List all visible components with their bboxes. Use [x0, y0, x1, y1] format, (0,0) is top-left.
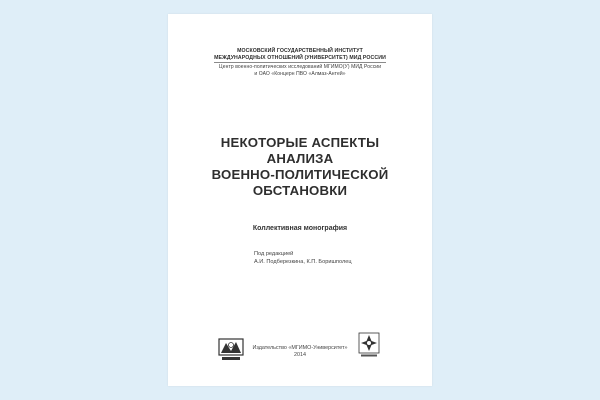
book-cover-page: [168, 14, 432, 386]
publication-year: 2014: [294, 352, 306, 358]
publisher-name: Издательство «МГИМО-Университет»: [252, 345, 348, 351]
research-center-line-1: Центр военно-политических исследований МГИМО(У) МИД России: [218, 64, 382, 70]
book-subtitle: Коллективная монография: [252, 225, 348, 232]
book-title-line-2: АНАЛИЗА: [266, 151, 334, 166]
book-title-line-4: ОБСТАНОВКИ: [252, 183, 348, 198]
book-title: [168, 135, 432, 199]
research-center-line-2: и ОАО «Концерн ПВО «Алмаз-Антей»: [254, 71, 346, 77]
concern-logo-icon: [358, 332, 380, 358]
institute-name-line-2: МЕЖДУНАРОДНЫХ ОТНОШЕНИЙ (УНИВЕРСИТЕТ) МИД РОССИИ: [214, 55, 386, 61]
editors-names: А.И. Подберезкина, К.П. Боришполец: [254, 259, 352, 265]
book-title-line-1: НЕКОТОРЫЕ АСПЕКТЫ: [220, 135, 380, 150]
book-title-line-3: ВОЕННО-ПОЛИТИЧЕСКОЙ: [211, 167, 389, 182]
institute-name-line-1: МОСКОВСКИЙ ГОСУДАРСТВЕННЫЙ ИНСТИТУТ: [237, 48, 363, 54]
editors-block: [254, 250, 352, 266]
publisher-block: [168, 345, 432, 359]
header-divider: [214, 62, 386, 63]
editors-label: Под редакцией: [254, 251, 294, 257]
